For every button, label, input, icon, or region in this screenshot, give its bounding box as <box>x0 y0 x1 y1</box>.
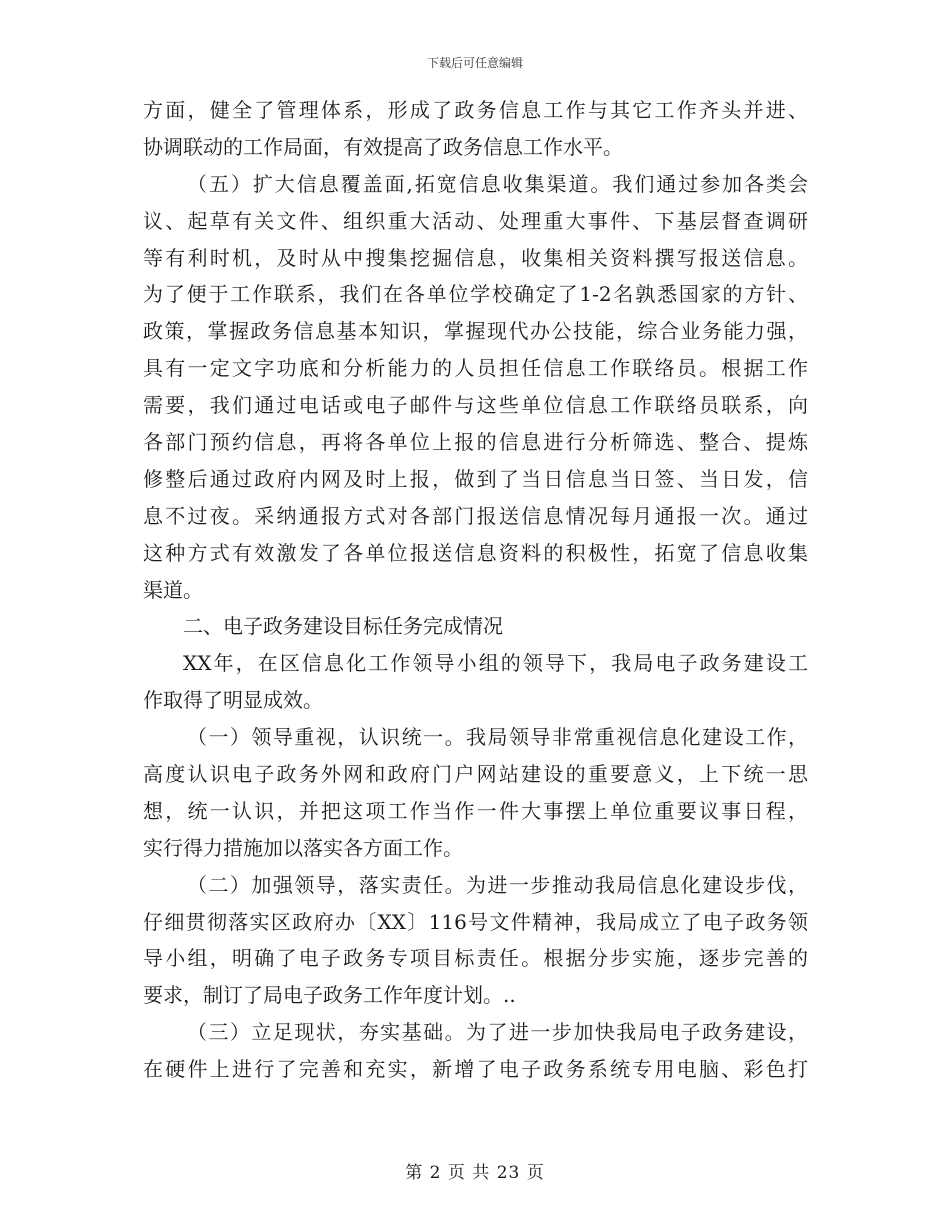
text-line: 想，统一认识，并把这项工作当作一件大事摆上单位重要议事日程， <box>143 798 808 823</box>
text-line: 需要，我们通过电话或电子邮件与这些单位信息工作联络员联系，向 <box>143 393 808 418</box>
text-line: 作取得了明显成效。 <box>143 688 323 713</box>
text-line: 息不过夜。采纳通报方式对各部门报送信息情况每月通报一次。通过 <box>143 503 808 528</box>
text-line: 议、起草有关文件、组织重大活动、处理重大事件、下基层督查调研 <box>143 208 808 233</box>
paragraph-start: （五）扩大信息覆盖面,拓宽信息收集渠道。我们通过参加各类会 <box>187 171 808 196</box>
document-body <box>143 92 808 1088</box>
text-line: 协调联动的工作局面，有效提高了政务信息工作水平。 <box>143 134 623 159</box>
text-line: 要求，制订了局电子政务工作年度计划。.. <box>143 983 516 1008</box>
paragraph-start: （三）立足现状，夯实基础。为了进一步加快我局电子政务建设， <box>187 1020 808 1045</box>
text-line: 渠道。 <box>143 577 203 602</box>
text-line: 方面，健全了管理体系，形成了政务信息工作与其它工作齐头并进、 <box>143 98 808 122</box>
text-line: 等有利时机，及时从中搜集挖掘信息，收集相关资料撰写报送信息。 <box>143 245 808 270</box>
paragraph-start: XX年，在区信息化工作领导小组的领导下，我局电子政务建设工 <box>183 651 808 676</box>
text-line: 实行得力措施加以落实各方面工作。 <box>143 835 463 860</box>
section-heading: 二、电子政务建设目标任务完成情况 <box>183 614 503 639</box>
text-line: 导小组，明确了电子政务专项目标责任。根据分步实施，逐步完善的 <box>143 946 808 971</box>
paragraph-start: （一）领导重视，认识统一。我局领导非常重视信息化建设工作， <box>187 725 808 750</box>
text-line: 具有一定文字功底和分析能力的人员担任信息工作联络员。根据工作 <box>143 356 808 381</box>
text-line: 政策，掌握政务信息基本知识，掌握现代办公技能，综合业务能力强， <box>143 319 808 344</box>
paragraph-start: （二）加强领导，落实责任。为进一步推动我局信息化建设步伐， <box>187 872 808 897</box>
text-line: 为了便于工作联系，我们在各单位学校确定了1-2名孰悉国家的方针、 <box>143 282 808 307</box>
text-line: 各部门预约信息，再将各单位上报的信息进行分析筛选、整合、提炼 <box>143 430 808 455</box>
page-number: 第 2 页 共 23 页 <box>405 1163 545 1183</box>
text-line: 这种方式有效激发了各单位报送信息资料的积极性，拓宽了信息收集 <box>143 540 808 565</box>
text-line: 在硬件上进行了完善和充实，新增了电子政务系统专用电脑、彩色打 <box>143 1057 808 1082</box>
text-line: 高度认识电子政务外网和政府门户网站建设的重要意义，上下统一思 <box>143 762 808 787</box>
text-line: 修整后通过政府内网及时上报，做到了当日信息当日签、当日发，信 <box>143 466 808 491</box>
page-header: 下载后可任意编辑 <box>426 56 523 70</box>
text-line: 仔细贯彻落实区政府办〔XX〕116号文件精神，我局成立了电子政务领 <box>143 909 808 934</box>
